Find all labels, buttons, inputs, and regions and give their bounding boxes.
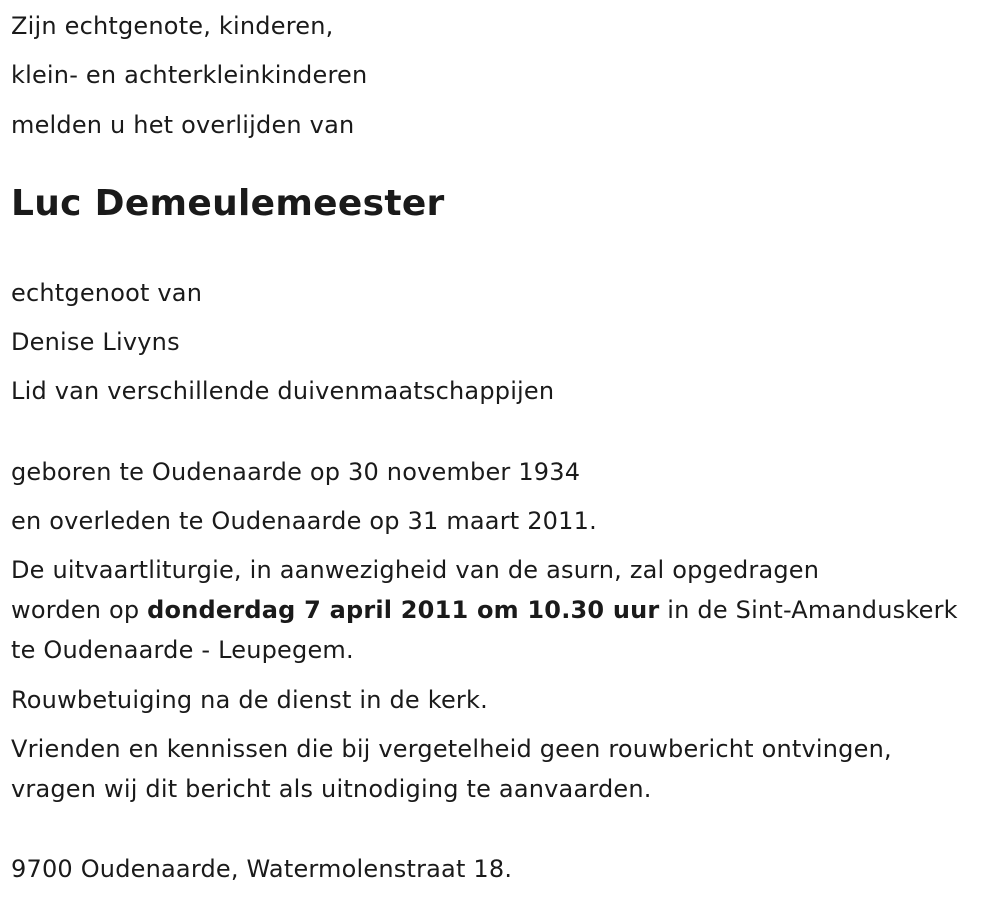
funeral-line-2-pre: worden op: [11, 596, 148, 624]
funeral-line-2-post: in de Sint-Amanduskerk: [659, 596, 958, 624]
invitation-line-1: Vrienden en kennissen die bij vergetelheid geen rouwbericht ontvingen,: [11, 735, 892, 763]
condolence-text: Rouwbetuiging na de dienst in de kerk.: [11, 686, 488, 714]
intro-line-2: klein- en achterkleinkinderen: [11, 61, 368, 89]
membership-text: Lid van verschillende duivenmaatschappijen: [11, 377, 555, 405]
intro-line-1: Zijn echtgenote, kinderen,: [11, 12, 334, 40]
funeral-date-time: donderdag 7 april 2011 om 10.30 uur: [147, 596, 660, 624]
spouse-name: Denise Livyns: [11, 328, 180, 356]
invitation-paragraph: [11, 729, 996, 809]
birth-text: geboren te Oudenaarde op 30 november 1934: [11, 458, 581, 486]
invitation-line-2: vragen wij dit bericht als uitnodiging te aanvaarden.: [11, 775, 652, 803]
deceased-name: Luc Demeulemeester: [11, 183, 445, 224]
funeral-line-1: De uitvaartliturgie, in aanwezigheid van de asurn, zal opgedragen: [11, 556, 820, 584]
death-text: en overleden te Oudenaarde op 31 maart 2011.: [11, 507, 597, 535]
intro-line-3: melden u het overlijden van: [11, 111, 355, 139]
relation-text: echtgenoot van: [11, 279, 203, 307]
funeral-line-2: [11, 590, 996, 630]
funeral-line-3: te Oudenaarde - Leupegem.: [11, 636, 354, 664]
address-text: 9700 Oudenaarde, Watermolenstraat 18.: [11, 855, 513, 883]
funeral-paragraph: [11, 550, 996, 670]
